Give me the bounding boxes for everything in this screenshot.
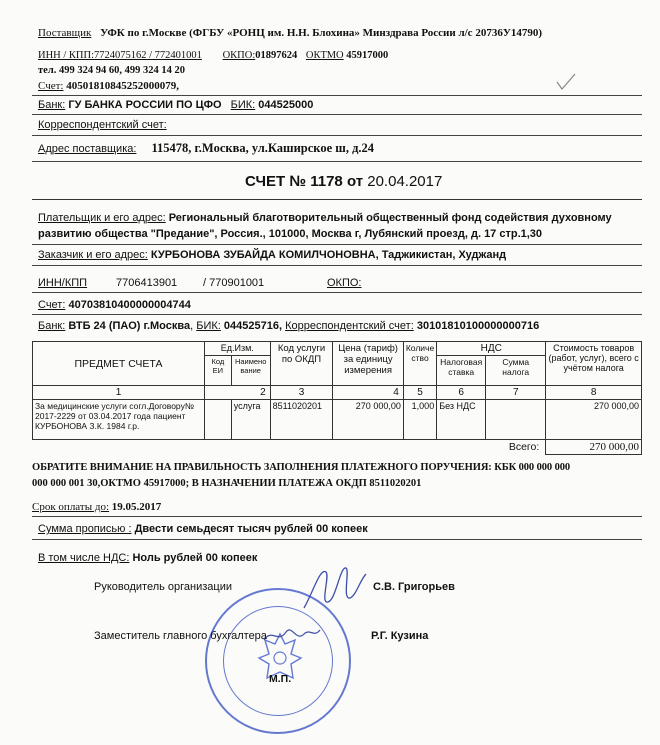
supplier-account-value: 40501810845252000079,	[66, 80, 179, 92]
signature-scribble-icon	[300, 560, 370, 615]
items-table	[32, 341, 642, 455]
sum-words-line	[38, 523, 368, 535]
header-price: Цена (тариф) за единицу измерения	[333, 342, 403, 386]
vat-words-line	[38, 552, 257, 564]
supplier-bank-line	[38, 99, 313, 111]
notice-line2: 000 000 001 30,ОКТМО 45917000; В НАЗНАЧЕНИИ ПЛАТЕЖА ОКДП 8511020201	[32, 478, 422, 489]
supplier-account-label: Счет:	[38, 80, 64, 92]
payer-account-value: 40703810400000004744	[68, 299, 191, 311]
vat-words-label: В том числе НДС:	[38, 552, 130, 564]
supplier-oktmo-label: ОКТМО	[305, 50, 344, 61]
payer-bank-line: Банк: ВТБ 24 (ПАО) г.Москва, БИК: 044525716, Корреспондентский счет: 30101810100000000716	[38, 320, 540, 332]
header-cost: Стоимость товаров (работ, услуг), всего с учётом налога	[546, 342, 642, 386]
total-value: 270 000,00	[546, 440, 642, 455]
invoice-date: 20.04.2017	[367, 173, 443, 190]
payer-corr-value: 30101810100000000716	[416, 320, 540, 332]
payer-bik-value: 044525716,	[223, 320, 283, 332]
row-subject: За медицинские услуги согл.Договору№ 2017-2229 от 03.04.2017 года пациент КУРБОНОВА З.К. 1984 г.р.	[33, 400, 205, 440]
col-number: 1	[33, 386, 205, 400]
invoice-number: СЧЕТ № 1178	[245, 173, 343, 190]
supplier-value: УФК по г.Москве (ФГБУ «РОНЦ им. Н.Н. Блохина» Минздрава России л/с 20736У14790)	[100, 27, 543, 39]
head-name: С.В. Григорьев	[373, 581, 455, 593]
supplier-address-line	[38, 141, 374, 156]
sum-words-label: Сумма прописью :	[38, 523, 132, 535]
payer-kpp-value: / 770901001	[203, 277, 265, 289]
supplier-oktmo-value: 45917000	[346, 50, 389, 61]
customer-value: КУРБОНОВА ЗУБАЙДА КОМИЛЧОНОВНА, Таджикистан, Худжанд	[150, 249, 507, 261]
payer-okpo-label: ОКПО:	[327, 277, 362, 289]
payer-bik-label: БИК:	[196, 320, 221, 332]
total-row	[33, 440, 642, 455]
customer-label: Заказчик и его адрес:	[38, 249, 148, 261]
divider	[32, 95, 642, 96]
header-vat: НДС	[437, 342, 546, 356]
payer-corr-label: Корреспондентский счет:	[285, 320, 414, 332]
row-price: 270 000,00	[333, 400, 403, 440]
divider	[32, 161, 642, 162]
notice-line1: ОБРАТИТЕ ВНИМАНИЕ НА ПРАВИЛЬНОСТЬ ЗАПОЛНЕНИЯ ПЛАТЕЖНОГО ПОРУЧЕНИЯ: КБК 000 000 000	[32, 462, 571, 473]
col-number: 3	[270, 386, 333, 400]
total-label: Всего:	[33, 440, 546, 455]
payer-inn-value: 7706413901	[116, 277, 178, 289]
row-unit-code	[204, 400, 231, 440]
header-qty: Количе ство	[403, 342, 436, 386]
header-unit-name: Наимено вание	[231, 356, 270, 386]
checkmark-icon	[555, 72, 577, 92]
supplier-address-value: 115478, г.Москва, ул.Каширское ш, д.24	[151, 141, 375, 155]
table-row	[33, 400, 642, 440]
row-unit-name: услуга	[231, 400, 270, 440]
divider	[32, 265, 642, 266]
payer-value-line2: развитию общества "Предание", Россия., 101000, Москва г, Лубянский проезд, д. 17 стр.1,30	[38, 228, 543, 240]
row-cost: 270 000,00	[546, 400, 642, 440]
due-value: 19.05.2017	[111, 501, 162, 513]
header-vat-rate: Налоговая ставка	[437, 356, 486, 386]
supplier-phone: тел. 499 324 94 60, 499 324 14 20	[38, 65, 185, 76]
row-qty: 1,000	[403, 400, 436, 440]
header-unit: Ед.Изм.	[204, 342, 270, 356]
invoice-date-prefix: от	[346, 173, 364, 190]
divider	[32, 135, 642, 136]
col-number: 5	[403, 386, 436, 400]
col-number: 6	[437, 386, 486, 400]
supplier-account-line	[38, 80, 179, 92]
col-number: 4	[333, 386, 403, 400]
supplier-bank-value: ГУ БАНКА РОССИИ ПО ЦФО	[68, 99, 222, 111]
payer-account-line	[38, 299, 191, 311]
supplier-bik-value: 044525000	[258, 99, 314, 111]
supplier-inn-label: ИНН / КПП:	[38, 50, 95, 61]
invoice-title	[245, 173, 442, 190]
vat-words-value: Ноль рублей 00 копеек	[132, 552, 258, 564]
col-number: 2	[204, 386, 270, 400]
supplier-inn-line	[38, 50, 388, 61]
header-vat-sum: Сумма налога	[486, 356, 546, 386]
supplier-address-label: Адрес поставщика:	[38, 143, 137, 155]
sum-words-value: Двести семьдесят тысяч рублей 00 копеек	[134, 523, 368, 535]
header-service-code: Код услуги по ОКДП	[270, 342, 333, 386]
header-unit-code: Код ЕИ	[204, 356, 231, 386]
divider	[32, 244, 642, 245]
row-vat-rate: Без НДС	[437, 400, 486, 440]
divider	[32, 314, 642, 315]
header-subject: ПРЕДМЕТ СЧЕТА	[33, 342, 205, 386]
divider	[32, 114, 642, 115]
deputy-label: Заместитель главного бухгалтера	[94, 630, 267, 642]
supplier-okpo-value: 01897624	[255, 50, 298, 61]
customer-line	[38, 249, 506, 261]
seal-label: М.П.	[269, 673, 292, 685]
payer-line1	[38, 212, 612, 224]
payer-value-line1: Региональный благотворительный общественный фонд содействия духовному	[168, 212, 612, 224]
supplier-corr-label: Корреспондентский счет:	[38, 119, 167, 131]
payer-inn-label: ИНН/КПП	[38, 277, 88, 289]
payer-account-label: Счет:	[38, 299, 66, 311]
supplier-bank-label: Банк:	[38, 99, 66, 111]
col-number: 7	[486, 386, 546, 400]
deputy-name: Р.Г. Кузина	[371, 630, 429, 642]
supplier-okpo-label: ОКПО:	[222, 50, 256, 61]
divider	[32, 516, 642, 517]
column-number-row	[33, 386, 642, 400]
supplier-label: Поставщик	[38, 27, 92, 39]
signature-scribble-icon	[262, 622, 322, 648]
supplier-inn-value: 7724075162 / 772401001	[94, 50, 202, 61]
payer-label: Плательщик и его адрес:	[38, 212, 166, 224]
supplier-line	[38, 27, 542, 39]
due-line	[32, 501, 161, 513]
divider	[32, 539, 642, 540]
row-service-code: 8511020201	[270, 400, 333, 440]
payer-bank-label: Банк:	[38, 320, 66, 332]
divider	[32, 199, 642, 200]
supplier-bik-label: БИК:	[230, 99, 256, 111]
divider	[32, 292, 642, 293]
payer-bank-value: ВТБ 24 (ПАО) г.Москва	[68, 320, 191, 332]
due-label: Срок оплаты до:	[32, 501, 110, 513]
row-vat-sum	[486, 400, 546, 440]
col-number: 8	[546, 386, 642, 400]
head-label: Руководитель организации	[94, 581, 233, 593]
